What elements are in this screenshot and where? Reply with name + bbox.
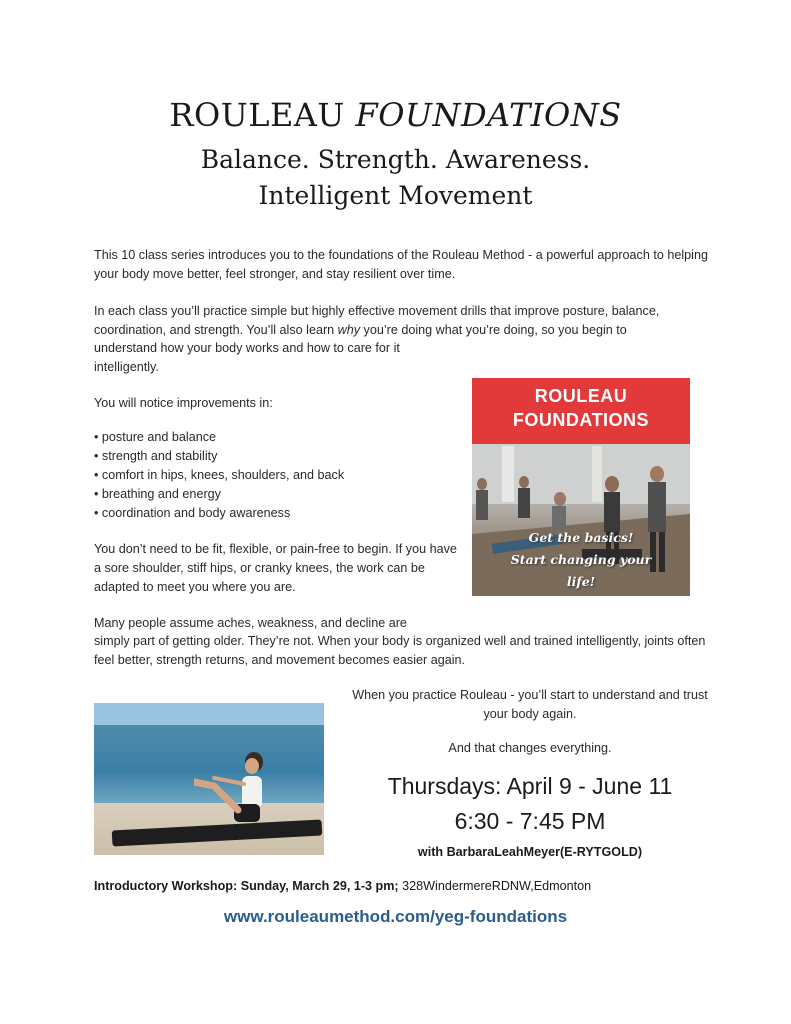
aging-paragraph: simply part of getting older. They’re not. When your body is organized well and trained intelligently, joints often feel better, strength returns, and movement becomes easier again. xyxy=(94,634,706,667)
promo-title-line1: ROULEAU xyxy=(534,386,628,406)
aging-paragraph-line1: Many people assume aches, weakness, and decline are xyxy=(94,616,407,630)
schedule-dates: Thursdays: April 9 - June 11 xyxy=(387,773,673,799)
promo-tagline-3: life! xyxy=(566,574,596,589)
instructor-name: with BarbaraLeahMeyer(E-RYTGOLD) xyxy=(417,845,643,859)
workshop-info xyxy=(94,879,714,893)
closing-emphasis: And that changes everything. xyxy=(448,741,612,755)
list-item: • posture and balance xyxy=(94,430,217,444)
title-plain: ROULEAU xyxy=(169,96,356,134)
class-paragraph: In each class you’ll practice simple but highly effective movement drills that improve posture, balance, coordination, and strength. You’ll also learn why you’re doing what you’re doing, so you begin to xyxy=(94,304,660,337)
why-emphasis: why xyxy=(337,322,361,337)
person-boat-pose-illustration xyxy=(194,748,274,838)
subtitle-tagline: Balance. Strength. Awareness. xyxy=(200,145,591,174)
closing-text: When you practice Rouleau - you’ll start to understand and trust your body again. xyxy=(352,688,708,721)
page-title xyxy=(0,96,791,134)
class-paragraph-line4: intelligently. xyxy=(94,360,159,374)
intro-paragraph: This 10 class series introduces you to the foundations of the Rouleau Method - a powerful approach to helping your body move better, feel stronger, and stay resilient over time. xyxy=(94,248,708,281)
list-item: • breathing and energy xyxy=(94,487,221,501)
class-paragraph-line3: understand how your body works and how to care for it xyxy=(94,341,400,355)
workshop-label: Introductory Workshop: Sunday, March 29, 1-3 pm; xyxy=(94,879,399,893)
fit-paragraph: You don’t need to be fit, flexible, or pain-free to begin. If you have a sore shoulder, stiff hips, or cranky knees, the work can be adapted to meet you where you are. xyxy=(94,542,457,594)
beach-photo xyxy=(94,703,324,855)
website-link[interactable]: www.rouleaumethod.com/yeg-foundations xyxy=(223,907,568,926)
improvements-list xyxy=(94,428,344,523)
promo-title-line2: FOUNDATIONS xyxy=(512,410,650,430)
improvements-heading: You will notice improvements in: xyxy=(94,396,273,410)
list-item: • comfort in hips, knees, shoulders, and back xyxy=(94,468,345,482)
workshop-address: 328WindermereRDNW,Edmonton xyxy=(398,879,592,893)
subtitle-intelligent-movement: Intelligent Movement xyxy=(258,181,533,210)
promo-tagline-2: Start changing your xyxy=(510,552,652,567)
promo-image xyxy=(472,378,690,596)
promo-tagline-1: Get the basics! xyxy=(528,530,634,545)
list-item: • coordination and body awareness xyxy=(94,506,291,520)
schedule-time: 6:30 - 7:45 PM xyxy=(454,808,606,834)
list-item: • strength and stability xyxy=(94,449,218,463)
title-italic: FOUNDATIONS xyxy=(355,96,622,134)
